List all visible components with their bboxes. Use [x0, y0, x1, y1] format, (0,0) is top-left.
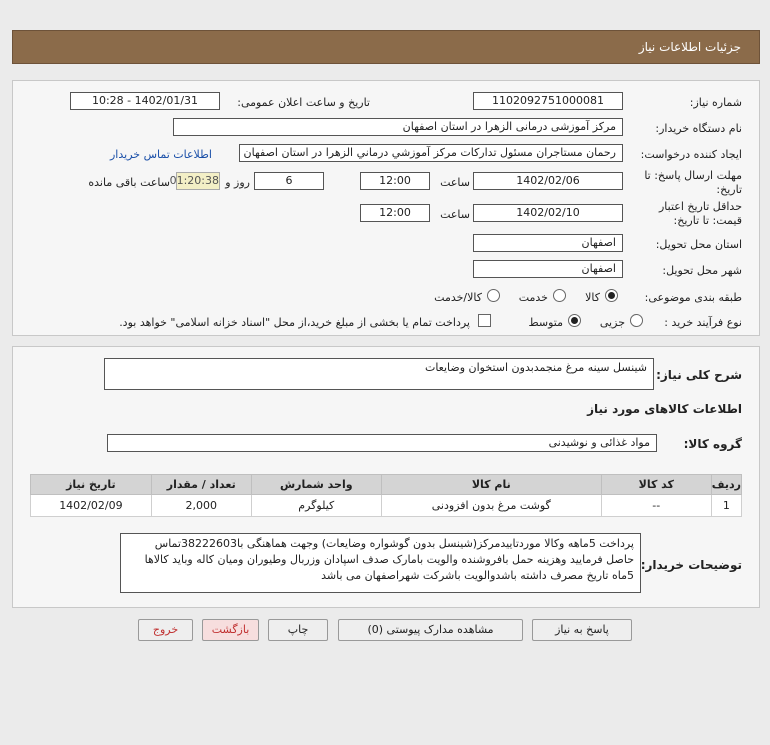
category-goods-label: کالا	[585, 291, 600, 304]
goods-info-title: اطلاعات کالاهای مورد نیاز	[587, 402, 742, 416]
cell-unit: کیلوگرم	[251, 495, 381, 517]
announce-field: 1402/01/31 - 10:28	[70, 92, 220, 110]
deadline-days-field: 6	[254, 172, 324, 190]
col-need-date: تاریخ نیاز	[31, 475, 152, 495]
cell-code: --	[601, 495, 711, 517]
process-medium-radio[interactable]	[568, 314, 581, 327]
back-button[interactable]: بازگشت	[202, 619, 259, 641]
process-label: نوع فرآیند خرید :	[664, 316, 742, 329]
buyer-org-label: نام دستگاه خریدار:	[655, 122, 742, 135]
remaining-time-label: ساعت باقی مانده	[88, 176, 170, 189]
col-name: نام کالا	[381, 475, 601, 495]
delivery-province-label: استان محل تحویل:	[655, 238, 742, 251]
treasury-payment-note: پرداخت تمام یا بخشی از مبلغ خرید،از محل "اسناد خزانه اسلامی" خواهد بود.	[119, 316, 470, 329]
need-number-label: شماره نیاز:	[689, 96, 742, 109]
validity-time-field: 12:00	[360, 204, 430, 222]
category-service-radio[interactable]	[553, 289, 566, 302]
category-label: طبقه بندی موضوعی:	[644, 291, 742, 304]
process-minor-radio[interactable]	[630, 314, 643, 327]
print-button[interactable]: چاپ	[268, 619, 328, 641]
need-number-field: 1102092751000081	[473, 92, 623, 110]
cell-need-date: 1402/02/09	[31, 495, 152, 517]
validity-date-field: 1402/02/10	[473, 204, 623, 222]
validity-label-2: قیمت: تا تاریخ:	[673, 214, 742, 227]
process-minor-label: جزیی	[599, 316, 625, 329]
col-unit: واحد شمارش	[251, 475, 381, 495]
summary-field: شینسل سینه مرغ منجمدبدون استخوان وضایعات	[104, 358, 654, 390]
reply-button[interactable]: پاسخ به نیاز	[532, 619, 632, 641]
summary-label: شرح کلی نیاز:	[656, 368, 742, 382]
cell-name: گوشت مرغ بدون افزودنی	[381, 495, 601, 517]
table-header-row	[31, 475, 742, 495]
validity-time-label: ساعت	[440, 208, 470, 221]
exit-button[interactable]: خروج	[138, 619, 193, 641]
process-medium-label: متوسط	[528, 316, 563, 329]
category-service-label: خدمت	[518, 291, 548, 304]
creator-field: رحمان مستاجران مسئول تداركات مركز آموزشي درماني الزهرا در استان اصفهان	[239, 144, 623, 162]
table-row	[31, 495, 742, 517]
category-goods-service-label: کالا/خدمت	[434, 291, 482, 304]
deadline-time-label: ساعت	[440, 176, 470, 189]
creator-label: ایجاد کننده درخواست:	[640, 148, 742, 161]
cell-row: 1	[711, 495, 741, 517]
category-goods-radio[interactable]	[605, 289, 618, 302]
deadline-date-field: 1402/02/06	[473, 172, 623, 190]
col-qty: تعداد / مقدار	[151, 475, 251, 495]
deadline-label-1: مهلت ارسال پاسخ: تا	[644, 169, 742, 182]
buyer-notes-field: پرداخت 5ماهه وکالا موردتاییدمرکز(شینسل بدون گوشواره وضایعات) وجهت هماهنگی با38222603تماس حاصل فرمایید وهزینه حمل بافروشنده والویت بامارک صدف اسپادان وزربال وطیوران ومیان کاله وباید کالاها 5ماه تاریخ مصرف داشته باشدوالویت باشرکت شهراصفهان می باشد	[120, 533, 641, 593]
deadline-days-label: روز و	[225, 176, 250, 189]
goods-group-label: گروه کالا:	[683, 437, 742, 451]
buyer-org-field: مرکز آموزشی درمانی الزهرا در استان اصفهان	[173, 118, 623, 136]
col-code: کد کالا	[601, 475, 711, 495]
page-title: جزئیات اطلاعات نیاز	[638, 40, 741, 54]
delivery-city-field: اصفهان	[473, 260, 623, 278]
buyer-contact-link[interactable]: اطلاعات تماس خریدار	[110, 148, 212, 161]
deadline-label-2: تاریخ:	[716, 183, 742, 196]
delivery-city-label: شهر محل تحویل:	[662, 264, 742, 277]
attachments-button[interactable]: مشاهده مدارک پیوستی (0)	[338, 619, 523, 641]
delivery-province-field: اصفهان	[473, 234, 623, 252]
buyer-notes-label: توضیحات خریدار:	[640, 558, 742, 572]
validity-label-1: حداقل تاریخ اعتبار	[658, 200, 742, 213]
col-row: ردیف	[711, 475, 741, 495]
goods-group-field: مواد غذائی و نوشیدنی	[107, 434, 657, 452]
announce-label: تاریخ و ساعت اعلان عمومی:	[237, 96, 370, 109]
deadline-time-field: 12:00	[360, 172, 430, 190]
goods-table	[30, 474, 742, 517]
page-header	[12, 30, 760, 64]
cell-qty: 2,000	[151, 495, 251, 517]
remaining-time-field: 01:20:38	[176, 172, 220, 190]
treasury-payment-checkbox[interactable]	[478, 314, 491, 327]
category-goods-service-radio[interactable]	[487, 289, 500, 302]
